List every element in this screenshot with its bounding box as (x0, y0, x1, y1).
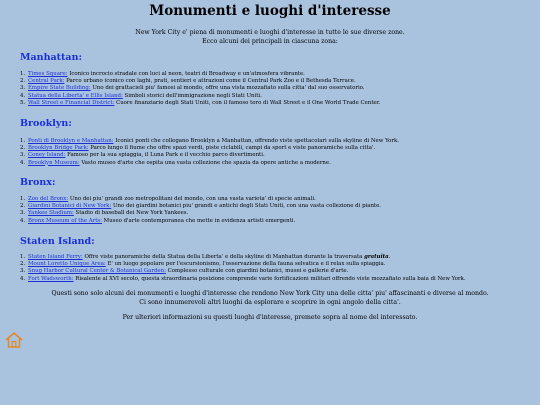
intro-line-1: New York City e' piena di monumenti e luoghi d'interesse in tutte le sue diverse zone. (135, 29, 405, 36)
list-item: 4. Statua della Liberta' e Ellis Island: Simboli storici dell'immigrazione negli Stati Uniti. (20, 92, 262, 99)
list-item: 3. Empire State Building: Uno dei grattacieli piu' famosi al mondo, offre una vista mozzafiato sulla citta' dal suo osservatorio. (20, 85, 365, 92)
link-fort-wadsworth[interactable]: Fort Wadsworth: (28, 275, 74, 282)
link-staten-island-ferry[interactable]: Staten Island Ferry: (28, 254, 83, 260)
intro (0, 28, 540, 46)
list-item: 2. Brooklyn Bridge Park: Parco lungo il fiume che offre spazi verdi, piste ciclabili, campi da sport e viste panoramiche sulla citta'. (20, 145, 376, 152)
section-title-manhattan: Manhattan: (20, 52, 82, 63)
link-wall-street[interactable]: Wall Street e Financial District: (28, 99, 115, 106)
link-giardini-botanici[interactable]: Giardini Botanici di New York: (28, 203, 112, 210)
list-item: 4. Fort Wadsworth: Risalente al XVI secolo, questa straordinaria posizione comprende varie fortificazioni militari offrendo viste mozzafiato sulla baia di New York. (20, 275, 466, 282)
section-title-bronx: Bronx: (20, 177, 56, 188)
list-item: 4. Brooklyn Museum: Vasto museo d'arte che ospita una vasta collezione che spazia da opere antiche a moderne. (20, 159, 331, 166)
list-item: 5. Wall Street e Financial District: Cuore finanziario degli Stati Uniti, con il famoso toro di Wall Street e il One World Trade Center. (20, 99, 381, 106)
list-bronx (12, 196, 381, 225)
list-item: 2. Central Park: Parco urbano iconico con laghi, prati, sentieri e attrazioni come il Central Park Zoo e il Bethesda Terrace. (20, 78, 356, 85)
link-zoo-bronx[interactable]: Zoo del Bronx: (28, 196, 69, 202)
section-title-staten-island: Staten Island: (20, 236, 95, 247)
link-brooklyn-bridge-park[interactable]: Brooklyn Bridge Park: (28, 145, 89, 152)
link-yankee-stadium[interactable]: Yankee Stadium: (28, 210, 74, 217)
intro-line-2: Ecco alcuni dei principali in ciascuna zona: (202, 38, 338, 45)
list-item: 1. Zoo del Bronx: Uno dei piu' grandi zoo metropolitani del mondo, con una vasta varieta' di specie animali. (20, 196, 316, 202)
link-times-square[interactable]: Times Square: (28, 71, 68, 77)
section-title-brooklyn: Brooklyn: (20, 118, 72, 129)
outro-line-2: Ci sono innumerevoli altri luoghi da esplorare e scoprire in ogni angolo della citta'. (139, 298, 401, 306)
link-statua-liberta[interactable]: Statua della Liberta' e Ellis Island: (28, 92, 123, 99)
link-snug-harbor[interactable]: Snug Harbor Cultural Center & Botanical Garden: (28, 268, 166, 275)
list-item: 2. Giardini Botanici di New York: Uno dei giardini botanici piu' grandi e antichi degli Stati Uniti, con una vasta collezione di piante. (20, 203, 381, 210)
home-icon[interactable] (5, 332, 23, 348)
list-item: 4. Bronx Museum of the Arts: Museo d'arte contemporanea che mette in evidenza artisti emergenti. (20, 217, 296, 224)
list-item: 1. Staten Island Ferry: Offre viste panoramiche della Statua della Liberta' e della skyline di Manhattan durante la traversata gratuita. (20, 254, 391, 260)
list-item: 3. Coney Island: Famoso per la sua spiaggia, il Luna Park e il vecchio parco divertimenti. (20, 152, 265, 159)
link-coney-island[interactable]: Coney Island: (28, 152, 66, 159)
list-item: 3. Snug Harbor Cultural Center & Botanical Garden: Complesso culturale con giardini botanici, musei e gallerie d'arte. (20, 268, 349, 275)
link-mount-loretto[interactable]: Mount Loretto Unique Area: (28, 261, 106, 268)
link-brooklyn-museum[interactable]: Brooklyn Museum: (28, 159, 80, 166)
list-item: 1. Ponti di Brooklyn e Manhattan: Iconici ponti che collegano Brooklyn a Manhattan, offrendo viste spettacolari sulla skyline di New York. (20, 138, 399, 144)
link-ponti-brooklyn[interactable]: Ponti di Brooklyn e Manhattan: (28, 138, 114, 144)
list-staten-island (12, 254, 466, 283)
list-brooklyn (12, 138, 399, 167)
link-bronx-museum[interactable]: Bronx Museum of the Arts: (28, 217, 102, 224)
page-title: Monumenti e luoghi d'interesse (149, 3, 391, 19)
list-item: 1. Times Square: Iconico incrocio stradale con luci al neon, teatri di Broadway e un'atmosfera vibrante. (20, 71, 305, 77)
list-item: 3. Yankee Stadium: Stadio di baseball dei New York Yankees. (20, 210, 189, 217)
link-central-park[interactable]: Central Park: (28, 78, 65, 85)
outro (0, 290, 540, 307)
home-icon-graphic (5, 332, 23, 348)
outro-line-1: Questi sono solo alcuni dei monumenti e luoghi d'interesse che rendono New York City una delle citta' piu' affascinanti e diverse al mondo. (51, 290, 489, 297)
link-empire-state[interactable]: Empire State Building: (28, 85, 91, 92)
list-item: 2. Mount Loretto Unique Area: E' un luogo popolare per l'escursionismo, l'osservazione della fauna selvatica e il relax sulla spiaggia. (20, 261, 386, 268)
outro-info: Per ulteriori informazioni su questi luoghi d'interesse, premete sopra al nome del interessato. (122, 314, 418, 321)
list-manhattan (12, 71, 380, 107)
